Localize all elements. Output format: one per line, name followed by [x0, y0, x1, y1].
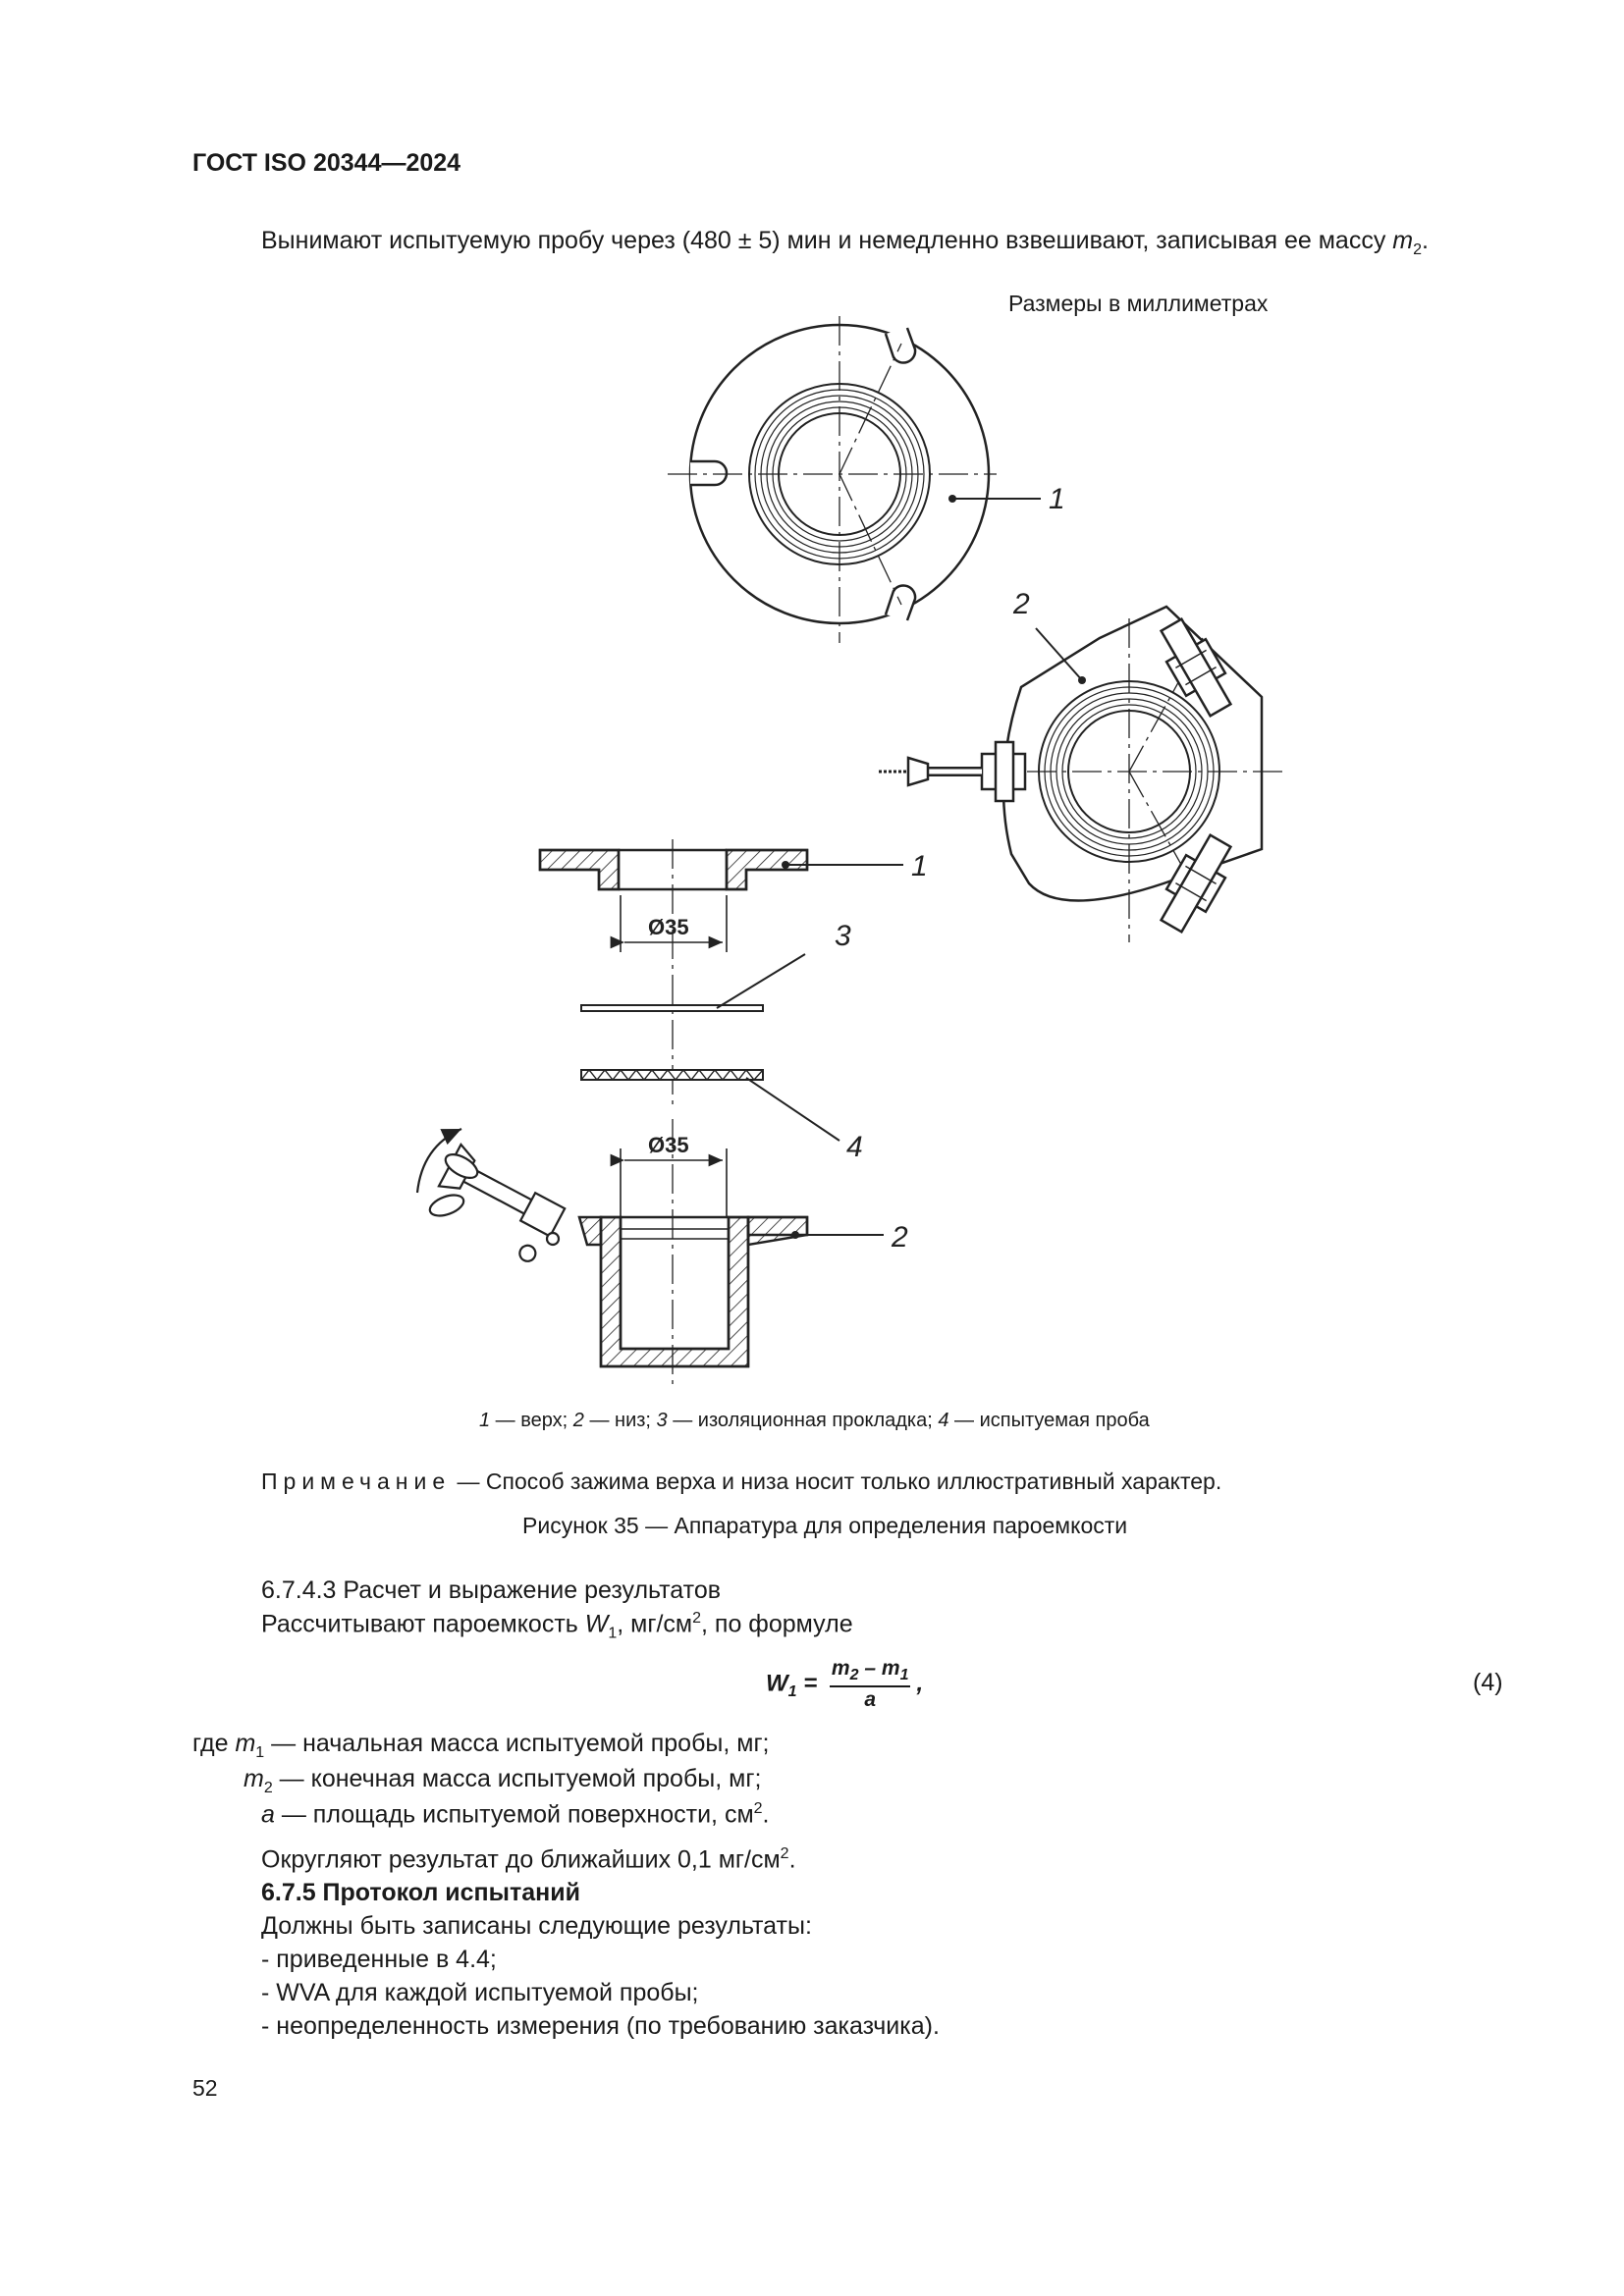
wing-nut-clamp — [417, 1129, 568, 1265]
formula-eq: = — [796, 1670, 824, 1697]
dimension-label: Ø35 — [648, 915, 689, 939]
legend-n2: 2 — [572, 1410, 584, 1431]
intro-var: m — [1392, 227, 1414, 254]
formula-intro — [261, 1610, 853, 1642]
insulating-gasket — [581, 920, 851, 1011]
legend-t3: — изоляционная прокладка; — [667, 1410, 939, 1431]
equation-number: (4) — [1473, 1669, 1503, 1696]
protocol-item: - приведенные в 4.4; — [261, 1946, 497, 1973]
protocol-item: - WVA для каждой испытуемой пробы; — [261, 1979, 699, 2006]
test-sample — [581, 1070, 863, 1163]
legend-n1: 1 — [479, 1410, 491, 1431]
formula-numerator: $m_2 - m_1$ — [830, 1657, 911, 1687]
note-text: — Способ зажима верха и низа носит только иллюстративный характер. — [451, 1468, 1222, 1494]
legend-t2: — низ; — [583, 1410, 657, 1431]
upper-ring-section — [540, 839, 807, 1109]
formula-fraction — [830, 1657, 911, 1712]
formula-intro-b: , мг/см — [617, 1610, 693, 1638]
section-heading: 6.7.4.3 Расчет и выражение результатов — [261, 1576, 722, 1604]
intro-var-sub: 2 — [1413, 241, 1422, 258]
callout-label: 1 — [1049, 483, 1065, 515]
note-label: Примечание — [261, 1468, 452, 1494]
callout-2-section — [791, 1221, 908, 1254]
lower-cup-section — [579, 1119, 807, 1384]
legend-t1: — верх; — [490, 1410, 573, 1431]
formula-intro-a: Рассчитывают пароемкость — [261, 1610, 585, 1638]
where-item-2: $m_2$ — конечная масса испытуемой пробы, мг; — [244, 1765, 762, 1796]
protocol-item: - неопределенность измерения (по требованию заказчика). — [261, 2012, 940, 2040]
legend-n3: 3 — [656, 1410, 668, 1431]
formula-lhs-sub: 1 — [787, 1683, 797, 1701]
figure-caption: Рисунок 35 — Аппаратура для определения пароемкости — [522, 1513, 1128, 1538]
intro-text: Вынимают испытуемую пробу через (480 ± 5) мин и немедленно взвешивают, записывая ее массу — [261, 227, 1386, 254]
formula-intro-var: W — [584, 1610, 609, 1638]
dimension-label: Ø35 — [648, 1133, 689, 1157]
legend-n4: 4 — [938, 1410, 949, 1431]
where-item-1: где $m_1$ — начальная масса испытуемой пробы, мг; — [192, 1730, 770, 1761]
callout-label: 3 — [835, 920, 851, 952]
apparatus-drawing — [393, 314, 1335, 1404]
dimension-top — [621, 895, 727, 952]
figure-note — [261, 1468, 1221, 1495]
dimension-bottom — [621, 1133, 727, 1217]
document-header: ГОСТ ISO 20344—2024 — [192, 149, 461, 177]
formula-4 — [766, 1657, 923, 1712]
protocol-heading: 6.7.5 Протокол испытаний — [261, 1879, 580, 1906]
formula-denominator: a — [864, 1688, 877, 1712]
callout-label: 4 — [846, 1131, 863, 1163]
legend-t4: — испытуемая проба — [948, 1410, 1150, 1431]
formula-intro-c: , по формуле — [701, 1610, 853, 1638]
callout-label: 1 — [911, 850, 928, 882]
lower-part-top-view — [879, 607, 1286, 942]
where-item-3: a — площадь испытуемой поверхности, $см^2$. — [261, 1800, 770, 1829]
upper-ring-top-view — [668, 316, 997, 643]
rounding-text: Округляют результат до ближайших 0,1 $мг/см^2$. — [261, 1845, 796, 1874]
formula-intro-sub: 1 — [608, 1625, 618, 1642]
page-number: 52 — [192, 2075, 218, 2101]
figure-legend — [479, 1410, 1150, 1432]
formula-lhs: W — [766, 1670, 788, 1697]
formula-intro-sup: 2 — [692, 1610, 702, 1627]
dimensions-note: Размеры в миллиметрах — [1008, 291, 1269, 316]
callout-label: 2 — [1013, 588, 1030, 620]
formula-tail: , — [916, 1670, 924, 1697]
intro-paragraph — [192, 222, 1508, 269]
callout-label: 2 — [892, 1221, 908, 1254]
intro-tail: . — [1422, 227, 1429, 254]
protocol-intro: Должны быть записаны следующие результаты: — [261, 1912, 812, 1940]
